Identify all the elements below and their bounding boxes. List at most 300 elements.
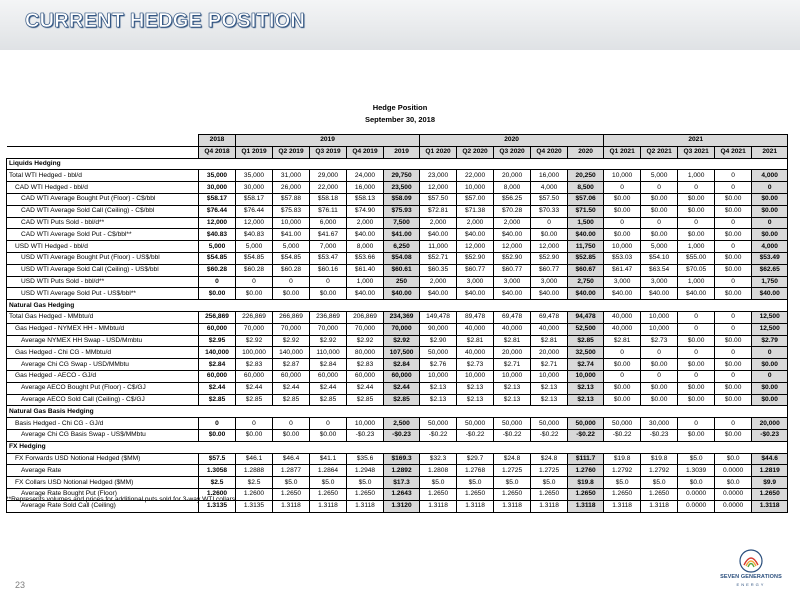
- table-cell: 0: [236, 418, 273, 430]
- table-cell: 35,000: [199, 170, 236, 182]
- column-header-row: [7, 146, 788, 158]
- table-cell: 0.0000: [715, 465, 752, 477]
- table-cell: $56.25: [494, 193, 531, 205]
- table-cell: 0: [641, 370, 678, 382]
- table-cell: $57.5: [199, 453, 236, 465]
- annual-total-cell: 29,750: [384, 170, 420, 182]
- annual-total-cell: $0.00: [752, 382, 788, 394]
- table-cell: 226,869: [236, 311, 273, 323]
- annual-total-cell: 6,250: [384, 241, 420, 253]
- table-cell: 10,000: [457, 182, 494, 194]
- table-cell: 0: [531, 217, 568, 229]
- table-cell: 1.2877: [273, 465, 310, 477]
- table-cell: 1.3118: [420, 500, 457, 512]
- table-cell: 1.2650: [310, 488, 347, 500]
- table-cell: 266,869: [273, 311, 310, 323]
- table-cell: $2.5: [199, 477, 236, 489]
- table-cell: 1.3118: [347, 500, 384, 512]
- table-cell: 40,000: [457, 347, 494, 359]
- table-cell: $58.17: [236, 193, 273, 205]
- table-row: [7, 264, 788, 276]
- table-cell: 3,000: [604, 276, 641, 288]
- annual-total-cell: $0.00: [752, 359, 788, 371]
- column-header: Q2 2021: [641, 146, 678, 158]
- table-cell: 0: [310, 276, 347, 288]
- table-cell: $76.44: [199, 205, 236, 217]
- table-cell: 236,869: [310, 311, 347, 323]
- table-cell: 1.3118: [604, 500, 641, 512]
- table-cell: $0.00: [678, 193, 715, 205]
- table-cell: $63.54: [641, 264, 678, 276]
- table-cell: $0.00: [641, 394, 678, 406]
- table-cell: 1.2650: [604, 488, 641, 500]
- table-cell: $2.44: [310, 382, 347, 394]
- table-cell: 0: [715, 311, 752, 323]
- row-label: USD WTI Puts Sold - bbl/d**: [7, 276, 199, 288]
- annual-total-cell: $57.06: [568, 193, 604, 205]
- table-cell: 70,000: [273, 323, 310, 335]
- table-cell: $40.00: [494, 229, 531, 241]
- table-cell: 1,000: [678, 241, 715, 253]
- table-cell: 12,000: [531, 241, 568, 253]
- table-cell: 60,000: [273, 370, 310, 382]
- table-cell: 50,000: [457, 418, 494, 430]
- table-row: [7, 359, 788, 371]
- row-label: Average Rate: [7, 465, 199, 477]
- annual-total-cell: $0.00: [752, 229, 788, 241]
- table-cell: $2.13: [531, 382, 568, 394]
- table-cell: $0.00: [531, 229, 568, 241]
- row-label: USD WTI Average Sold Call (Ceiling) - US$/bbl: [7, 264, 199, 276]
- table-cell: $19.8: [641, 453, 678, 465]
- annual-total-cell: 1,500: [568, 217, 604, 229]
- annual-total-cell: $52.85: [568, 252, 604, 264]
- table-cell: $0.00: [641, 382, 678, 394]
- table-cell: $40.00: [420, 229, 457, 241]
- table-cell: $2.87: [273, 359, 310, 371]
- annual-total-cell: $2.74: [568, 359, 604, 371]
- annual-total-cell: 0: [752, 347, 788, 359]
- row-label: CAD WTI Hedged - bbl/d: [7, 182, 199, 194]
- table-cell: 110,000: [310, 347, 347, 359]
- annual-total-cell: $40.00: [752, 288, 788, 300]
- section-row: [7, 300, 788, 312]
- table-cell: 1.2650: [641, 488, 678, 500]
- annual-total-cell: 234,369: [384, 311, 420, 323]
- table-cell: 0: [641, 217, 678, 229]
- table-cell: 0: [715, 370, 752, 382]
- table-cell: $19.8: [604, 453, 641, 465]
- annual-total-cell: $58.09: [384, 193, 420, 205]
- table-cell: $41.00: [273, 229, 310, 241]
- annual-total-cell: $2.85: [568, 335, 604, 347]
- table-cell: 206,869: [347, 311, 384, 323]
- table-cell: $40.00: [457, 288, 494, 300]
- annual-total-cell: 8,500: [568, 182, 604, 194]
- table-cell: 0: [715, 323, 752, 335]
- table-cell: $60.77: [531, 264, 568, 276]
- table-cell: 1.3118: [457, 500, 494, 512]
- row-label: Gas Hedged - AECO - GJ/d: [7, 370, 199, 382]
- annual-total-cell: 250: [384, 276, 420, 288]
- column-header: 2021: [752, 146, 788, 158]
- table-cell: 1.2864: [310, 465, 347, 477]
- table-cell: 1.2792: [604, 465, 641, 477]
- table-cell: $2.81: [604, 335, 641, 347]
- table-cell: 40,000: [604, 323, 641, 335]
- column-header: Q4 2021: [715, 146, 752, 158]
- table-cell: 0: [678, 182, 715, 194]
- table-cell: $0.0: [715, 477, 752, 489]
- table-cell: $0.00: [678, 205, 715, 217]
- table-cell: 0: [604, 217, 641, 229]
- table-cell: 29,000: [310, 170, 347, 182]
- table-cell: $52.71: [420, 252, 457, 264]
- table-cell: 0.0000: [678, 500, 715, 512]
- table-cell: $2.81: [457, 335, 494, 347]
- table-row: [7, 335, 788, 347]
- table-cell: $46.4: [273, 453, 310, 465]
- year-header: 2020: [420, 135, 604, 147]
- table-cell: $57.88: [273, 193, 310, 205]
- table-cell: 35,000: [236, 170, 273, 182]
- table-cell: 0: [273, 276, 310, 288]
- table-cell: 0: [715, 170, 752, 182]
- table-cell: 50,000: [531, 418, 568, 430]
- annual-total-cell: 94,478: [568, 311, 604, 323]
- annual-total-cell: -$0.23: [752, 429, 788, 441]
- annual-total-cell: 0: [752, 182, 788, 194]
- table-cell: 60,000: [310, 370, 347, 382]
- table-cell: $0.00: [604, 193, 641, 205]
- row-label: Gas Hedged - Chi CG - MMbtu/d: [7, 347, 199, 359]
- table-cell: $40.00: [604, 288, 641, 300]
- table-cell: $2.90: [420, 335, 457, 347]
- annual-total-cell: 32,500: [568, 347, 604, 359]
- annual-total-cell: $0.00: [752, 394, 788, 406]
- table-cell: 1.2725: [494, 465, 531, 477]
- table-cell: $2.84: [199, 359, 236, 371]
- table-cell: $0.00: [604, 359, 641, 371]
- table-cell: $74.90: [347, 205, 384, 217]
- table-cell: 0: [604, 370, 641, 382]
- annual-total-cell: $169.3: [384, 453, 420, 465]
- table-cell: $2.92: [273, 335, 310, 347]
- table-cell: $2.85: [310, 394, 347, 406]
- table-cell: $46.1: [236, 453, 273, 465]
- annual-total-cell: 1.3118: [752, 500, 788, 512]
- table-cell: $53.66: [347, 252, 384, 264]
- table-cell: 3,000: [494, 276, 531, 288]
- table-cell: 0: [604, 182, 641, 194]
- table-row: [7, 311, 788, 323]
- table-cell: $2.76: [420, 359, 457, 371]
- table-cell: $52.90: [494, 252, 531, 264]
- table-cell: $5.0: [604, 477, 641, 489]
- table-cell: -$0.23: [641, 429, 678, 441]
- annual-total-cell: $44.6: [752, 453, 788, 465]
- table-cell: 10,000: [273, 217, 310, 229]
- table-cell: 256,869: [199, 311, 236, 323]
- row-label: Total Gas Hedged - MMbtu/d: [7, 311, 199, 323]
- table-cell: $0.00: [715, 394, 752, 406]
- table-cell: 1.2888: [236, 465, 273, 477]
- table-cell: 0: [678, 370, 715, 382]
- annual-total-cell: $2.79: [752, 335, 788, 347]
- table-cell: -$0.22: [457, 429, 494, 441]
- annual-total-cell: $0.00: [752, 205, 788, 217]
- table-cell: $60.28: [199, 264, 236, 276]
- table-cell: 10,000: [494, 370, 531, 382]
- table-cell: $0.00: [604, 382, 641, 394]
- table-cell: $29.7: [457, 453, 494, 465]
- table-cell: 0: [715, 347, 752, 359]
- table-cell: 5,000: [641, 241, 678, 253]
- section-label: Natural Gas Hedging: [7, 300, 788, 312]
- table-cell: 2,000: [347, 217, 384, 229]
- table-cell: $60.77: [494, 264, 531, 276]
- table-cell: $53.47: [310, 252, 347, 264]
- annual-total-cell: 52,500: [568, 323, 604, 335]
- table-cell: $2.95: [199, 335, 236, 347]
- annual-total-cell: -$0.23: [384, 429, 420, 441]
- table-cell: 140,000: [273, 347, 310, 359]
- column-header: Q4 2019: [347, 146, 384, 158]
- table-cell: $70.33: [531, 205, 568, 217]
- table-cell: 1.3118: [494, 500, 531, 512]
- table-cell: 6,000: [310, 217, 347, 229]
- table-cell: $40.00: [347, 288, 384, 300]
- table-cell: $54.85: [236, 252, 273, 264]
- table-cell: 40,000: [457, 323, 494, 335]
- table-cell: -$0.22: [494, 429, 531, 441]
- table-cell: 1.2650: [347, 488, 384, 500]
- table-cell: $2.85: [347, 394, 384, 406]
- table-cell: 10,000: [604, 241, 641, 253]
- table-row: [7, 370, 788, 382]
- table-cell: $0.00: [715, 205, 752, 217]
- table-cell: -$0.22: [531, 429, 568, 441]
- table-cell: $2.84: [310, 359, 347, 371]
- year-header: 2018: [199, 135, 236, 147]
- column-header: Q1 2019: [236, 146, 273, 158]
- table-cell: $5.0: [420, 477, 457, 489]
- table-cell: 0.0000: [715, 488, 752, 500]
- table-cell: 1.3118: [273, 500, 310, 512]
- annual-total-cell: 1.2650: [568, 488, 604, 500]
- table-cell: 1.2768: [457, 465, 494, 477]
- table-cell: 50,000: [604, 418, 641, 430]
- table-cell: 26,000: [273, 182, 310, 194]
- table-cell: $0.00: [236, 288, 273, 300]
- table-cell: $0.00: [273, 288, 310, 300]
- table-cell: 16,000: [347, 182, 384, 194]
- section-label: Liquids Hedging: [7, 158, 788, 170]
- table-cell: 1.2650: [273, 488, 310, 500]
- row-label: Basis Hedged - Chi CG - GJ/d: [7, 418, 199, 430]
- table-cell: 16,000: [531, 170, 568, 182]
- row-label: USD WTI Average Sold Put - US$/bbl**: [7, 288, 199, 300]
- table-cell: 1.2650: [420, 488, 457, 500]
- row-label: Average NYMEX HH Swap - USD/Mmbtu: [7, 335, 199, 347]
- table-cell: $57.50: [420, 193, 457, 205]
- table-cell: $61.40: [347, 264, 384, 276]
- table-cell: 1.2650: [457, 488, 494, 500]
- table-cell: 5,000: [273, 241, 310, 253]
- table-cell: 60,000: [236, 370, 273, 382]
- annual-total-cell: 11,750: [568, 241, 604, 253]
- table-cell: $0.00: [678, 229, 715, 241]
- table-cell: $2.44: [199, 382, 236, 394]
- table-cell: 0: [715, 182, 752, 194]
- table-cell: $2.85: [273, 394, 310, 406]
- annual-total-cell: 10,000: [568, 370, 604, 382]
- annual-total-cell: 1.2819: [752, 465, 788, 477]
- table-cell: 1.2650: [494, 488, 531, 500]
- table-cell: $0.00: [678, 335, 715, 347]
- table-cell: 12,000: [494, 241, 531, 253]
- table-cell: 8,000: [347, 241, 384, 253]
- annual-total-cell: 20,000: [752, 418, 788, 430]
- table-cell: 30,000: [641, 418, 678, 430]
- table-cell: 1.3118: [310, 500, 347, 512]
- row-label: CAD WTI Average Sold Call (Ceiling) - C$/bbl: [7, 205, 199, 217]
- annual-total-cell: 1.2650: [752, 488, 788, 500]
- table-cell: $40.83: [199, 229, 236, 241]
- table-cell: $0.00: [715, 429, 752, 441]
- table-cell: 69,478: [494, 311, 531, 323]
- table-cell: -$0.22: [420, 429, 457, 441]
- table-cell: 0: [715, 241, 752, 253]
- table-cell: 12,000: [236, 217, 273, 229]
- section-label: FX Hedging: [7, 441, 788, 453]
- annual-total-cell: 1,750: [752, 276, 788, 288]
- table-cell: $0.00: [604, 205, 641, 217]
- section-row: [7, 441, 788, 453]
- table-row: [7, 288, 788, 300]
- table-cell: $60.16: [310, 264, 347, 276]
- table-title: Hedge Position: [372, 103, 428, 112]
- table-cell: $60.28: [273, 264, 310, 276]
- table-cell: 10,000: [347, 418, 384, 430]
- table-cell: $40.00: [457, 229, 494, 241]
- year-header: 2021: [604, 135, 788, 147]
- company-logo: [715, 548, 787, 594]
- table-cell: 1.2650: [531, 488, 568, 500]
- table-row: [7, 477, 788, 489]
- table-cell: $5.0: [494, 477, 531, 489]
- table-cell: 1.3118: [531, 500, 568, 512]
- table-row: [7, 382, 788, 394]
- table-cell: $40.00: [347, 229, 384, 241]
- annual-total-cell: $17.3: [384, 477, 420, 489]
- table-cell: 0: [641, 347, 678, 359]
- table-subtitle: September 30, 2018: [364, 115, 436, 124]
- table-cell: 2,000: [457, 217, 494, 229]
- table-cell: $58.17: [199, 193, 236, 205]
- table-cell: 10,000: [604, 170, 641, 182]
- table-cell: $0.00: [641, 193, 678, 205]
- table-cell: $40.83: [236, 229, 273, 241]
- table-cell: 7,000: [310, 241, 347, 253]
- table-cell: 22,000: [457, 170, 494, 182]
- table-cell: $0.00: [604, 394, 641, 406]
- annual-total-cell: $2.84: [384, 359, 420, 371]
- table-cell: 90,000: [420, 323, 457, 335]
- annual-total-cell: $71.50: [568, 205, 604, 217]
- row-label: Total WTI Hedged - bbl/d: [7, 170, 199, 182]
- column-header: Q4 2018: [199, 146, 236, 158]
- table-cell: $41.1: [310, 453, 347, 465]
- annual-total-cell: $2.13: [568, 394, 604, 406]
- table-cell: 70,000: [347, 323, 384, 335]
- table-cell: $2.44: [236, 382, 273, 394]
- table-cell: 0: [715, 217, 752, 229]
- annual-total-cell: 1.2643: [384, 488, 420, 500]
- table-cell: $40.00: [678, 288, 715, 300]
- table-cell: $71.38: [457, 205, 494, 217]
- table-cell: 20,000: [531, 347, 568, 359]
- table-cell: 10,000: [457, 370, 494, 382]
- table-cell: 1.2725: [531, 465, 568, 477]
- column-header: Q1 2020: [420, 146, 457, 158]
- header-blank: [7, 135, 199, 147]
- table-cell: $2.13: [457, 382, 494, 394]
- annual-total-cell: 70,000: [384, 323, 420, 335]
- table-cell: $0.00: [715, 193, 752, 205]
- table-cell: $2.73: [641, 335, 678, 347]
- annual-total-cell: $60.67: [568, 264, 604, 276]
- annual-total-cell: 107,500: [384, 347, 420, 359]
- table-cell: 2,000: [420, 276, 457, 288]
- table-cell: 5,000: [641, 170, 678, 182]
- row-label: Average Rate Sold Call (Ceiling): [7, 500, 199, 512]
- table-cell: $0.00: [678, 394, 715, 406]
- table-cell: $5.0: [678, 453, 715, 465]
- section-row: [7, 406, 788, 418]
- table-cell: 60,000: [199, 370, 236, 382]
- table-cell: $0.00: [236, 429, 273, 441]
- table-cell: 10,000: [641, 323, 678, 335]
- annual-total-cell: $19.8: [568, 477, 604, 489]
- table-cell: $40.00: [494, 288, 531, 300]
- annual-total-cell: 0: [752, 370, 788, 382]
- table-cell: 4,000: [531, 182, 568, 194]
- table-cell: 1.2948: [347, 465, 384, 477]
- column-header: Q1 2021: [604, 146, 641, 158]
- table-cell: 0: [199, 276, 236, 288]
- table-cell: $0.00: [604, 229, 641, 241]
- table-cell: $58.13: [347, 193, 384, 205]
- table-cell: $0.00: [715, 229, 752, 241]
- table-cell: 10,000: [420, 370, 457, 382]
- column-header: Q4 2020: [531, 146, 568, 158]
- table-cell: $52.90: [457, 252, 494, 264]
- table-cell: $60.35: [420, 264, 457, 276]
- annual-total-cell: 7,500: [384, 217, 420, 229]
- table-cell: $70.05: [678, 264, 715, 276]
- table-cell: $2.13: [420, 382, 457, 394]
- table-cell: 3,000: [641, 276, 678, 288]
- column-header: Q3 2020: [494, 146, 531, 158]
- column-header: 2020: [568, 146, 604, 158]
- table-cell: 1.3039: [678, 465, 715, 477]
- table-cell: $2.71: [531, 359, 568, 371]
- table-cell: $54.85: [199, 252, 236, 264]
- logo-subtext: ENERGY: [736, 582, 766, 587]
- table-cell: $2.85: [236, 394, 273, 406]
- table-cell: $2.92: [347, 335, 384, 347]
